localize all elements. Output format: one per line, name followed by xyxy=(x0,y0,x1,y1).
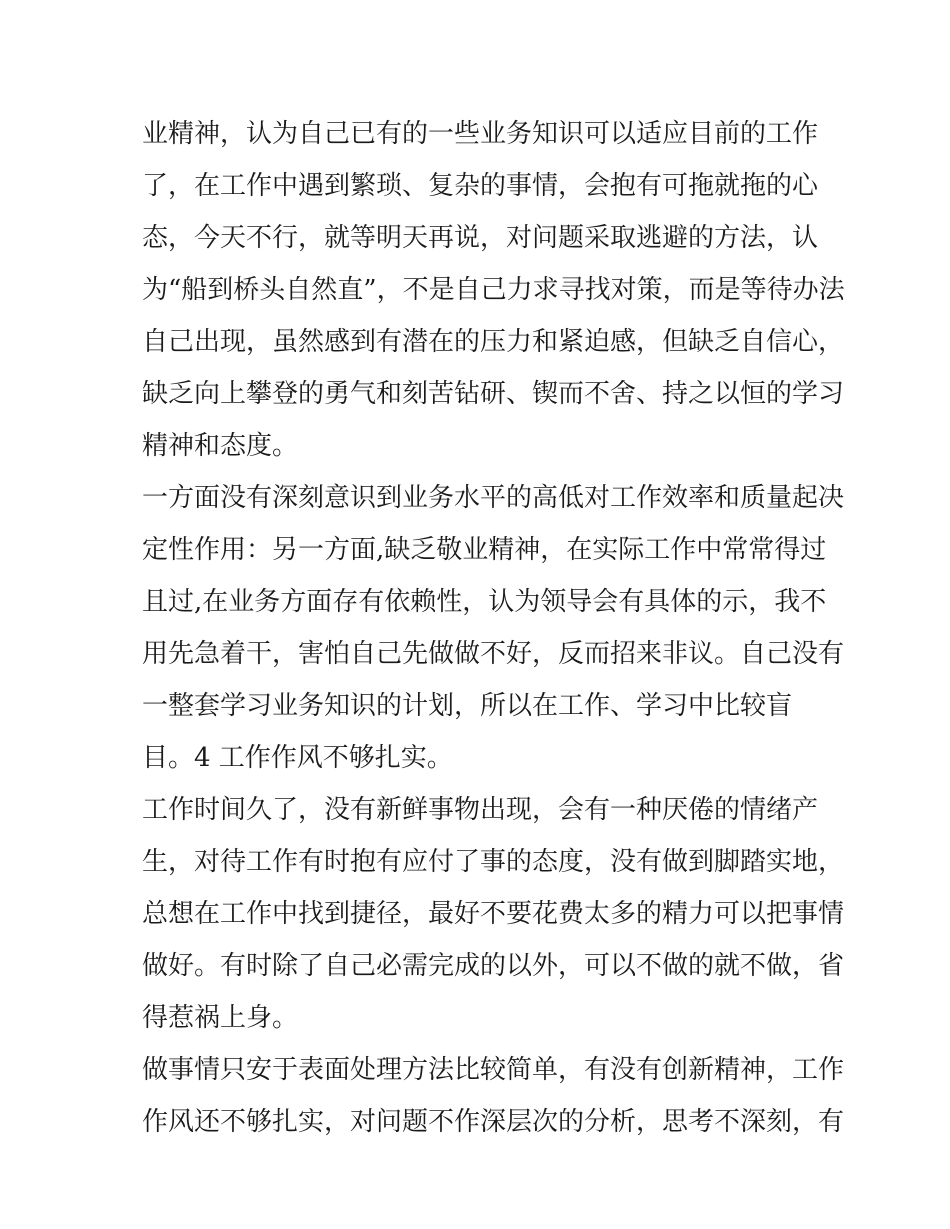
text-line: 为“船到桥头自然直”，不是自己力求寻找对策，而是等待办法 xyxy=(142,275,845,305)
text-line: 生，对待工作有时抱有应付了事的态度，没有做到脚踏实地， xyxy=(142,847,845,877)
text-line: 用先急着干，害怕自己先做做不好，反而招来非议。自己没有 xyxy=(142,639,845,669)
paragraph-2 xyxy=(142,472,845,784)
text-line: 精神和态度。 xyxy=(142,431,299,461)
text-line: 得惹祸上身。 xyxy=(142,1003,299,1033)
text-line: 一方面没有深刻意识到业务水平的高低对工作效率和质量起决 xyxy=(142,483,845,513)
text-line: 总想在工作中找到捷径，最好不要花费太多的精力可以把事情 xyxy=(142,899,845,929)
text-line: 做好。有时除了自己必需完成的以外，可以不做的就不做，省 xyxy=(142,951,845,981)
text-line: 态，今天不行，就等明天再说，对问题采取逃避的方法，认 xyxy=(142,223,819,253)
document-body xyxy=(142,108,845,1148)
text-line: 工作时间久了，没有新鲜事物出现，会有一种厌倦的情绪产 xyxy=(142,795,819,825)
text-line: 且过,在业务方面存有依赖性，认为领导会有具体的示，我不 xyxy=(142,587,827,617)
text-line: 缺乏向上攀登的勇气和刻苦钻研、锲而不舍、持之以恒的学习 xyxy=(142,379,845,409)
text-line: 了，在工作中遇到繁琐、复杂的事情，会抱有可拖就拖的心 xyxy=(142,171,819,201)
text-line: 一整套学习业务知识的计划，所以在工作、学习中比较盲 xyxy=(142,691,793,721)
paragraph-1 xyxy=(142,108,845,472)
text-line: 定性作用：另一方面,缺乏敬业精神，在实际工作中常常得过 xyxy=(142,535,827,565)
text-line: 自己出现，虽然感到有潜在的压力和紧迫感，但缺乏自信心， xyxy=(142,327,845,357)
paragraph-3 xyxy=(142,784,845,1044)
text-line: 做事情只安于表面处理方法比较简单，有没有创新精神，工作 xyxy=(142,1055,845,1085)
text-line: 业精神，认为自己已有的一些业务知识可以适应目前的工作 xyxy=(142,119,819,149)
text-line: 作风还不够扎实，对问题不作深层次的分析，思考不深刻，有 xyxy=(142,1107,845,1137)
text-line: 目。4 工作作风不够扎实。 xyxy=(142,743,453,773)
paragraph-4 xyxy=(142,1044,845,1148)
